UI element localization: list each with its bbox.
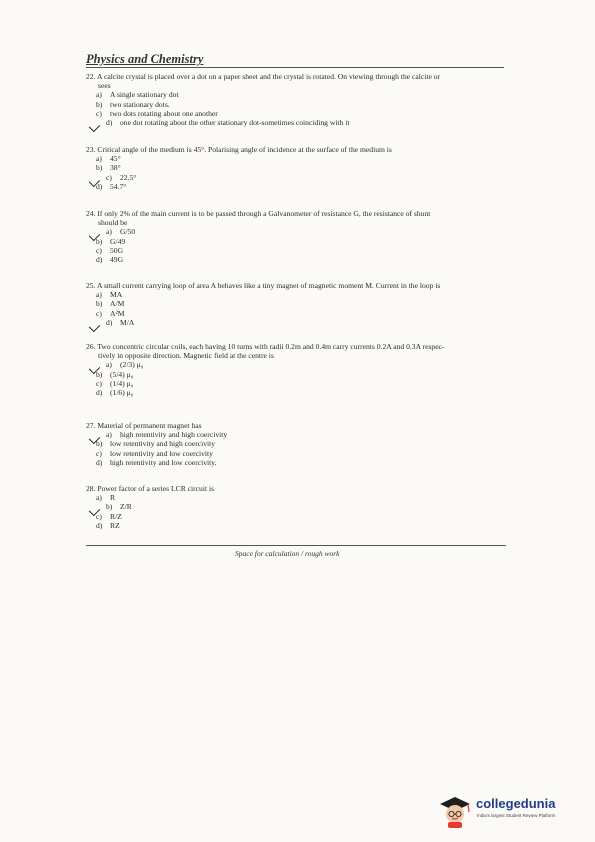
option-a[interactable]: a) 45° xyxy=(96,154,121,164)
mascot-icon xyxy=(436,792,474,830)
option-d[interactable]: d) high retentivity and low coercivity. xyxy=(96,457,217,467)
question-number: 28. xyxy=(86,484,96,493)
options-list xyxy=(86,227,516,264)
question-23 xyxy=(86,145,516,191)
option-d[interactable]: d) 49G xyxy=(96,255,124,265)
option-a[interactable]: a) A single stationary dot xyxy=(96,90,179,100)
option-d[interactable]: d) one dot rotating about the other stationary dot-sometimes coinciding with it xyxy=(96,118,516,127)
option-a[interactable]: a) MA xyxy=(96,290,123,300)
option-a[interactable]: a) G/50 xyxy=(96,227,516,236)
question-27 xyxy=(86,421,516,467)
rough-work-note: Space for calculation / rough work xyxy=(235,549,340,558)
brand-logo xyxy=(436,792,576,828)
options-list xyxy=(86,90,516,127)
option-c[interactable]: c) 22.5° xyxy=(96,173,516,182)
question-stem-cont: tively in opposite direction. Magnetic field at the centre is xyxy=(98,351,274,361)
option-a[interactable]: a) (2/3) μ₀ xyxy=(96,360,516,369)
question-stem: A small current carrying loop of area A behaves like a tiny magnet of magnetic moment M. Current in the loop is xyxy=(96,281,441,290)
question-stem: Material of permanent magnet has xyxy=(97,421,202,430)
option-b[interactable]: b) A/M xyxy=(96,299,125,309)
option-d[interactable]: d) RZ xyxy=(96,520,120,530)
question-22 xyxy=(86,72,516,127)
question-stem: Critical angle of the medium is 45°. Polarising angle of incidence at the surface of the medium is xyxy=(97,145,392,154)
brand-tagline: India's largest Student Review Platform xyxy=(477,813,556,818)
question-number: 23. xyxy=(86,145,96,154)
question-number: 22. xyxy=(86,72,96,81)
brand-name: collegedunia xyxy=(476,796,556,811)
option-b[interactable]: b) Z/R xyxy=(96,502,516,511)
option-c[interactable]: c) two dots rotating about one another xyxy=(96,108,218,118)
options-list xyxy=(86,360,516,397)
question-stem: A calcite crystal is placed over a dot on a paper sheet and the crystal is rotated. On viewing through the calcite or xyxy=(96,72,441,81)
option-b[interactable]: b) low retentivity and high coercivity xyxy=(96,439,216,449)
option-b[interactable]: b) G/49 xyxy=(96,236,126,246)
options-list xyxy=(86,154,516,191)
option-b[interactable]: b) two stationary dots. xyxy=(96,99,170,109)
options-list xyxy=(86,493,516,530)
option-a[interactable]: a) high retentivity and high coercivity xyxy=(96,430,516,439)
question-number: 26. xyxy=(86,342,96,351)
question-stem: Two concentric circular coils, each having 10 turns with radii 0.2m and 0.4m carry currents 0.2A and 0.3A respec- xyxy=(97,342,445,351)
option-d[interactable]: d) 54.7° xyxy=(96,181,127,191)
question-stem-cont: should be xyxy=(98,218,128,228)
question-stem: Power factor of a series LCR circuit is xyxy=(97,484,215,493)
options-list xyxy=(86,290,516,327)
option-c[interactable]: c) A²M xyxy=(96,308,125,318)
option-d[interactable]: d) (1/6) μ₀ xyxy=(96,388,134,398)
question-26 xyxy=(86,342,516,397)
question-24 xyxy=(86,209,516,264)
question-stem: If only 2% of the main current is to be passed through a Galvanometer of resistance G, the resistance of shunt xyxy=(97,209,431,218)
option-c[interactable]: c) R/Z xyxy=(96,511,122,521)
option-d[interactable]: d) M/A xyxy=(96,318,516,327)
option-a[interactable]: a) R xyxy=(96,493,116,503)
options-list xyxy=(86,430,516,467)
option-b[interactable]: b) (5/4) μ₀ xyxy=(96,369,134,379)
option-b[interactable]: b) 38° xyxy=(96,163,121,173)
question-28 xyxy=(86,484,516,530)
option-c[interactable]: c) 50G xyxy=(96,245,124,255)
question-25 xyxy=(86,281,516,327)
option-c[interactable]: c) (1/4) μ₀ xyxy=(96,378,134,388)
footer-divider xyxy=(86,545,506,546)
page-title: Physics and Chemistry xyxy=(86,52,204,66)
question-number: 24. xyxy=(86,209,96,218)
question-number: 27. xyxy=(86,421,96,430)
option-c[interactable]: c) low retentivity and low coercivity xyxy=(96,448,213,458)
header-divider xyxy=(86,67,504,68)
question-number: 25. xyxy=(86,281,96,290)
question-stem-cont: sees xyxy=(98,81,111,91)
